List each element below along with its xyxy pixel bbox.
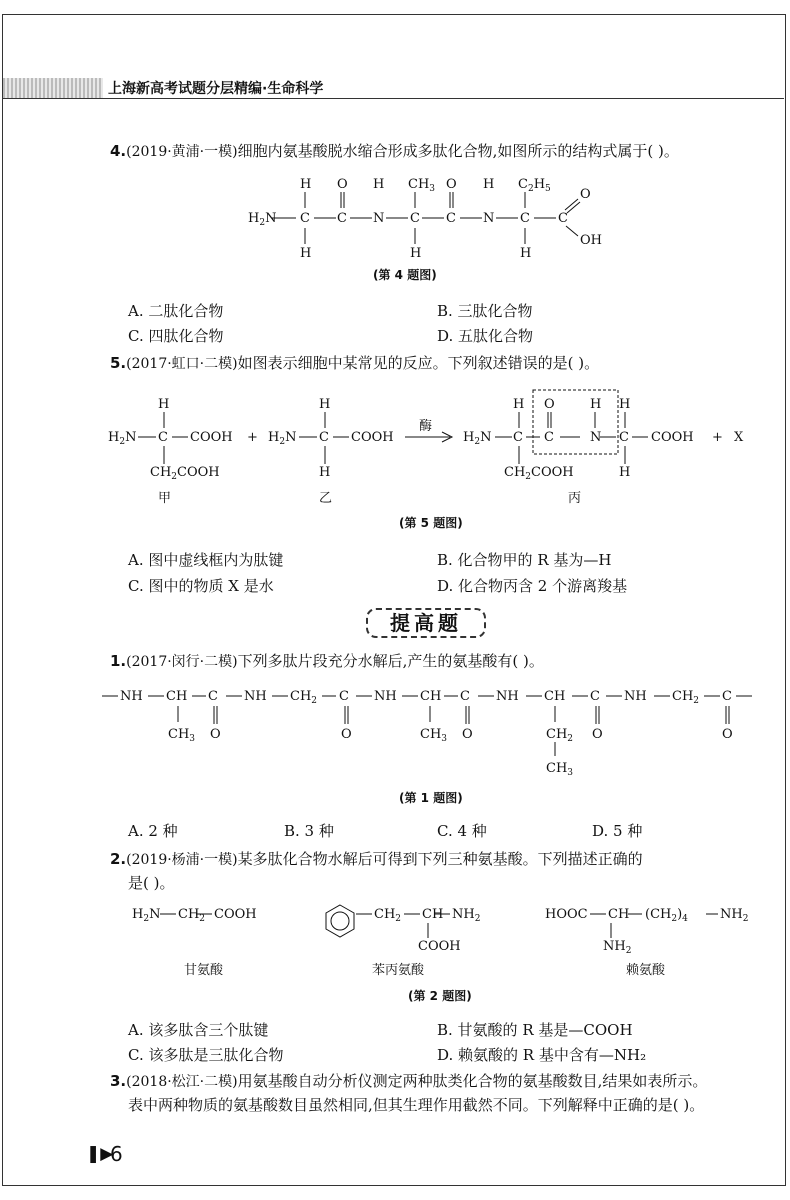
question-5 (110, 352, 599, 373)
svg-text:C: C (446, 211, 456, 226)
svg-text:NH: NH (496, 689, 519, 704)
svg-text:O: O (337, 177, 348, 192)
svg-text:C: C (513, 430, 523, 445)
svg-text:CH3: $CH_3$ (420, 727, 448, 744)
option-c[interactable]: C. 4 种 (437, 822, 487, 840)
svg-text:C: C (590, 689, 600, 704)
question-source: (2017·闵行·二模) (126, 654, 238, 670)
page-number: 6 (110, 1142, 123, 1166)
svg-text:H: H (410, 246, 422, 261)
question-number: 3. (110, 1072, 127, 1090)
svg-text:OH: OH (580, 233, 602, 248)
svg-text:C: C (337, 211, 347, 226)
svg-text:HOOC: HOOC (545, 907, 588, 922)
svg-text:NH: NH (120, 689, 143, 704)
svg-text:COOH: COOH (418, 939, 461, 954)
svg-text:C: C (619, 430, 629, 445)
svg-text:C: C (460, 689, 470, 704)
svg-text:O: O (580, 187, 591, 202)
option-d[interactable]: D. 化合物丙含 2 个游离羧基 (437, 577, 628, 595)
svg-text:CH: CH (608, 907, 630, 922)
svg-text:NH: NH (624, 689, 647, 704)
svg-text:(CH2)4: $(CH_2)_4$ (645, 907, 688, 924)
svg-text:H: H (300, 246, 312, 261)
q5-reaction (108, 397, 744, 506)
question-source: (2019·黄浦·一模) (126, 144, 238, 160)
svg-text:CH3: $CH_3$ (408, 177, 436, 194)
svg-text:X: X (734, 430, 744, 445)
svg-text:C: C (339, 689, 349, 704)
option-d[interactable]: D. 5 种 (592, 822, 643, 840)
svg-text:CH: CH (420, 689, 442, 704)
svg-text:C: C (520, 211, 530, 226)
svg-text:H: H (513, 397, 525, 412)
svg-text:C: C (722, 689, 732, 704)
question-stem-continued: 表中两种物质的氨基酸数目虽然相同,但其生理作用截然不同。下列解释中正确的是( )。 (128, 1096, 705, 1114)
svg-text:O: O (462, 727, 473, 742)
svg-text:CH2: $CH_2$ (290, 689, 318, 706)
svg-text:CH: CH (544, 689, 566, 704)
svg-text:C: C (558, 211, 568, 226)
svg-text:CH2: $CH_2$ (374, 907, 402, 924)
question-stem: 细胞内氨基酸脱水缩合形成多肽化合物,如图所示的结构式属于( )。 (237, 142, 679, 160)
compound-lysine: 赖氨酸 (626, 963, 666, 978)
question-stem-continued: 是( )。 (128, 874, 175, 892)
svg-text:CH: CH (166, 689, 188, 704)
figure-caption: (第 2 题图) (408, 989, 472, 1003)
svg-text:H: H (483, 177, 495, 192)
option-b[interactable]: B. 三肽化合物 (437, 302, 533, 320)
svg-text:CH2COOH: $CH_2COOH$ (150, 465, 220, 482)
enzyme-label: 酶 (419, 419, 433, 434)
svg-text:O: O (722, 727, 733, 742)
svg-text:NH2: $NH_2$ (720, 907, 749, 924)
option-b[interactable]: B. 甘氨酸的 R 基是—COOH (437, 1021, 633, 1039)
svg-text:N: N (483, 211, 495, 226)
question-number: 5. (110, 354, 127, 372)
svg-text:CH2: $CH_2$ (546, 727, 574, 744)
option-c[interactable]: C. 该多肽是三肽化合物 (128, 1046, 284, 1064)
option-a[interactable]: A. 该多肽含三个肽键 (128, 1021, 269, 1039)
svg-text:H2N: $H_2N$ (268, 430, 297, 447)
compound-phenylalanine: 苯丙氨酸 (372, 963, 425, 978)
svg-text:C: C (319, 430, 329, 445)
svg-text:O: O (341, 727, 352, 742)
question-source: (2019·杨浦·一模) (126, 852, 238, 868)
question-advanced-1 (110, 650, 544, 671)
svg-text:+: + (247, 430, 258, 445)
svg-text:CH2: $CH_2$ (178, 907, 206, 924)
option-a[interactable]: A. 图中虚线框内为肽键 (128, 551, 284, 569)
svg-text:CH2: $CH_2$ (672, 689, 700, 706)
option-d[interactable]: D. 赖氨酸的 R 基中含有—NH₂ (437, 1046, 647, 1064)
svg-text:H: H (319, 465, 331, 480)
svg-text:CH3: $CH_3$ (546, 761, 574, 778)
svg-text:COOH: COOH (351, 430, 394, 445)
svg-text:H2N: $H_2N$ (108, 430, 137, 447)
svg-text:H: H (619, 397, 631, 412)
svg-text:H: H (300, 177, 312, 192)
svg-text:COOH: COOH (190, 430, 233, 445)
option-a[interactable]: A. 二肽化合物 (128, 302, 224, 320)
svg-text:H2N: $H_2N$ (132, 907, 161, 924)
svg-text:H2N: $H_2N$ (463, 430, 492, 447)
svg-text:H: H (520, 246, 532, 261)
label-yi: 乙 (319, 491, 333, 506)
question-number: 2. (110, 850, 127, 868)
svg-text:NH2: $NH_2$ (452, 907, 481, 924)
svg-text:O: O (446, 177, 457, 192)
page-marker-icon: ❚▶ (86, 1144, 114, 1164)
svg-text:H: H (619, 465, 631, 480)
q4-structure (248, 177, 602, 261)
svg-text:H: H (373, 177, 385, 192)
question-stem: 下列多肽片段充分水解后,产生的氨基酸有( )。 (237, 652, 544, 670)
svg-text:+: + (712, 430, 723, 445)
figure-caption: (第 4 题图) (373, 268, 437, 282)
figure-caption: (第 5 题图) (399, 516, 463, 530)
option-d[interactable]: D. 五肽化合物 (437, 327, 534, 345)
figure-caption: (第 1 题图) (399, 791, 463, 805)
question-stem: 用氨基酸自动分析仪测定两种肽类化合物的氨基酸数目,结果如表所示。 (237, 1072, 708, 1090)
question-source: (2017·虹口·二模) (126, 356, 238, 372)
svg-text:O: O (592, 727, 603, 742)
svg-text:O: O (210, 727, 221, 742)
question-advanced-3 (110, 1070, 707, 1091)
svg-text:C2H5: $C_2H_5$ (518, 177, 551, 194)
question-source: (2018·松江·二模) (126, 1074, 238, 1090)
svg-text:NH: NH (374, 689, 397, 704)
svg-text:C: C (208, 689, 218, 704)
option-c[interactable]: C. 图中的物质 X 是水 (128, 577, 274, 595)
svg-text:C: C (410, 211, 420, 226)
label-jia: 甲 (158, 491, 172, 506)
svg-text:C: C (300, 211, 310, 226)
svg-text:COOH: COOH (214, 907, 257, 922)
p1-polypeptide (120, 689, 733, 778)
svg-text:C: C (158, 430, 168, 445)
svg-text:H2N: $H_2N$ (248, 211, 277, 228)
svg-text:H: H (158, 397, 170, 412)
option-c[interactable]: C. 四肽化合物 (128, 327, 224, 345)
label-bing: 丙 (568, 491, 582, 506)
svg-text:O: O (544, 397, 555, 412)
option-a[interactable]: A. 2 种 (128, 822, 178, 840)
svg-text:COOH: COOH (651, 430, 694, 445)
svg-text:NH2: $NH_2$ (603, 939, 632, 956)
p2-amino-acids (132, 907, 748, 978)
svg-text:H: H (590, 397, 602, 412)
option-b[interactable]: B. 化合物甲的 R 基为—H (437, 551, 612, 569)
question-number: 1. (110, 652, 127, 670)
svg-text:C: C (544, 430, 554, 445)
svg-text:CH: CH (422, 907, 444, 922)
section-title: 提高题 (366, 608, 486, 638)
compound-glycine: 甘氨酸 (184, 963, 224, 978)
svg-text:NH: NH (244, 689, 267, 704)
svg-text:CH3: $CH_3$ (168, 727, 196, 744)
header-title: 上海新高考试题分层精编·生命科学 (108, 81, 324, 97)
svg-text:N: N (590, 430, 602, 445)
svg-text:N: N (373, 211, 385, 226)
question-stem: 某多肽化合物水解后可得到下列三种氨基酸。下列描述正确的 (237, 850, 643, 868)
svg-text:CH2COOH: $CH_2COOH$ (504, 465, 574, 482)
question-stem: 如图表示细胞中某常见的反应。下列叙述错误的是( )。 (237, 354, 600, 372)
option-b[interactable]: B. 3 种 (284, 822, 334, 840)
question-number: 4. (110, 142, 127, 160)
question-advanced-2 (110, 848, 643, 869)
svg-text:H: H (319, 397, 331, 412)
